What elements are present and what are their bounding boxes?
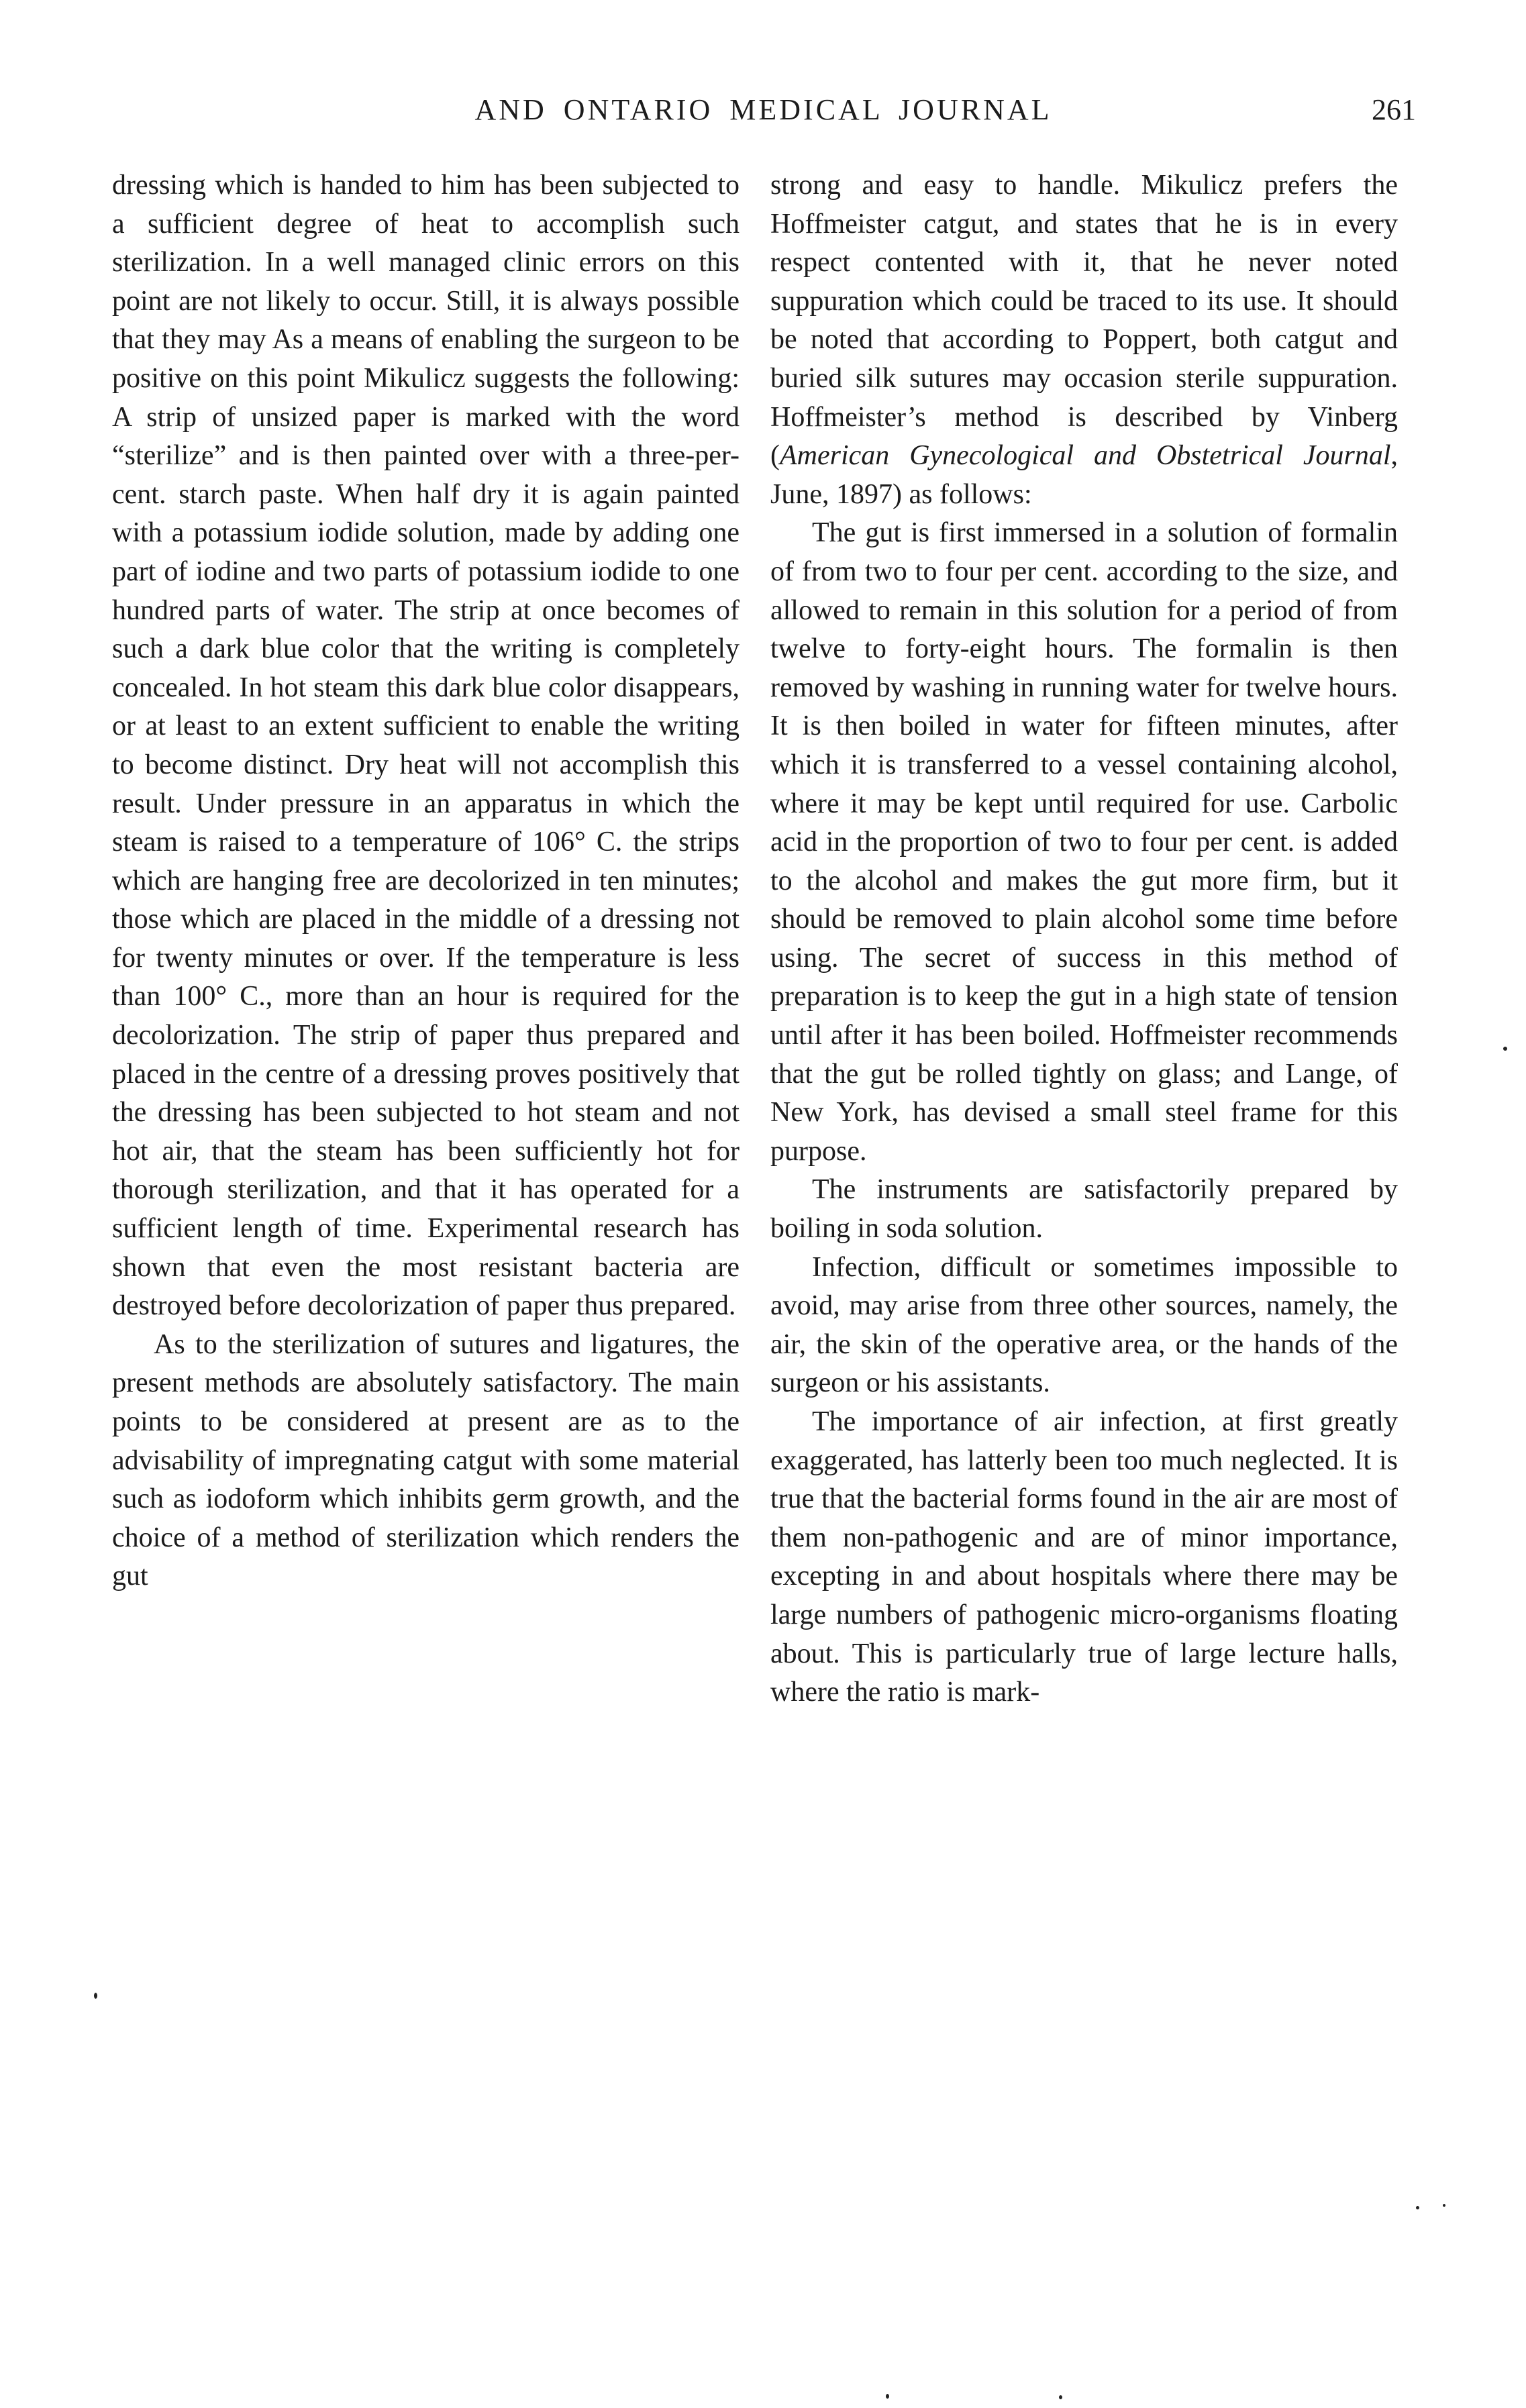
- right-paragraph-1-tail: , June, 1897) as follows:: [770, 440, 1398, 510]
- running-title: AND ONTARIO MEDICAL JOURNAL: [474, 93, 1052, 126]
- running-head: [111, 93, 1416, 133]
- left-paragraph-2: As to the sterilization of sutures and ligatures, the present methods are absolutely satisfactory. The main points to be considered at present are as to the advisability of impregnating catgut with some material such as iodoform which inhibits germ growth, and the choice of a method of sterilization which renders the gut: [112, 1328, 740, 1592]
- page-number: 261: [1372, 93, 1416, 126]
- right-column: [770, 166, 1398, 1712]
- scan-speck: [1503, 1047, 1507, 1051]
- scan-speck: [1443, 2204, 1445, 2207]
- right-paragraph-1: [770, 166, 1398, 514]
- right-paragraph-1-text: strong and easy to handle. Mikulicz prefers the Hoffmeister catgut, and states that he is in every respect contented with it, that he never noted suppuration which could be traced to its use. It should be noted that according to Poppert, both catgut and buried silk sutures may occasion sterile suppuration. Hoffmeister’s method is described by Vinberg (: [770, 170, 1398, 472]
- scan-speck: [886, 2394, 889, 2399]
- right-paragraph-4: Infection, difficult or sometimes impossible to avoid, may arise from three other sources, namely, the air, the skin of the operative area, or the hands of the surgeon or his assistants.: [770, 1251, 1398, 1399]
- scan-speck: [94, 1993, 97, 1999]
- right-paragraph-2: The gut is first immersed in a solution of formalin of from two to four per cent. according to the size, and allowed to remain in this solution for a period of from twelve to forty-eight hours. The formalin is then removed by washing in running water for twelve hours. It is then boiled in water for fifteen minutes, after which it is transferred to a vessel containing alcohol, where it may be kept until required for use. Carbolic acid in the proportion of two to four per cent. is added to the alcohol and makes the gut more firm, but it should be removed to plain alcohol some time before using. The secret of success in this method of preparation is to keep the gut in a high state of tension until after it has been boiled. Hoffmeister recommends that the gut be rolled tightly on glass; and Lange, of New York, has devised a small steel frame for this purpose.: [770, 517, 1398, 1167]
- left-column: [112, 166, 740, 1596]
- scan-speck: [1059, 2395, 1062, 2399]
- left-paragraph-1: dressing which is handed to him has been subjected to a sufficient degree of heat to accomplish such sterilization. In a well managed clinic errors on this point are not likely to occur. Still, it is always possible that they may As a means of enabling the surgeon to be positive on this point Mikulicz suggests the following: A strip of unsized paper is marked with the word “sterilize” and is then painted over with a three-per-cent. starch paste. When half dry it is again painted with a potassium iodide solution, made by adding one part of iodine and two parts of potassium iodide to one hundred parts of water. The strip at once becomes of such a dark blue color that the writing is completely concealed. In hot steam this dark blue color disappears, or at least to an extent sufficient to enable the writing to become distinct. Dry heat will not accomplish this result. Under pressure in an apparatus in which the steam is raised to a temperature of 106° C. the strips which are hanging free are decolorized in ten minutes; those which are placed in the middle of a dressing not for twenty minutes or over. If the temperature is less than 100° C., more than an hour is required for the decolorization. The strip of paper thus prepared and placed in the centre of a dressing proves positively that the dressing has been subjected to hot steam and not hot air, that the steam has been sufficiently hot for thorough sterilization, and that it has operated for a sufficient length of time. Experimental research has shown that even the most resistant bacteria are destroyed before decolorization of paper thus prepared.: [112, 170, 740, 1322]
- journal-citation: American Gynecological and Obstetrical Journal: [780, 440, 1391, 472]
- right-paragraph-3: The instruments are satisfactorily prepared by boiling in soda solution.: [770, 1174, 1398, 1245]
- right-paragraph-5: The importance of air infection, at first greatly exaggerated, has latterly been too much neglected. It is true that the bacterial forms found in the air are most of them non-pathogenic and are of minor importance, excepting in and about hospitals where there may be large numbers of pathogenic micro-organisms floating about. This is particularly true of large lecture halls, where the ratio is mark-: [770, 1406, 1398, 1708]
- scan-speck: [1416, 2206, 1419, 2209]
